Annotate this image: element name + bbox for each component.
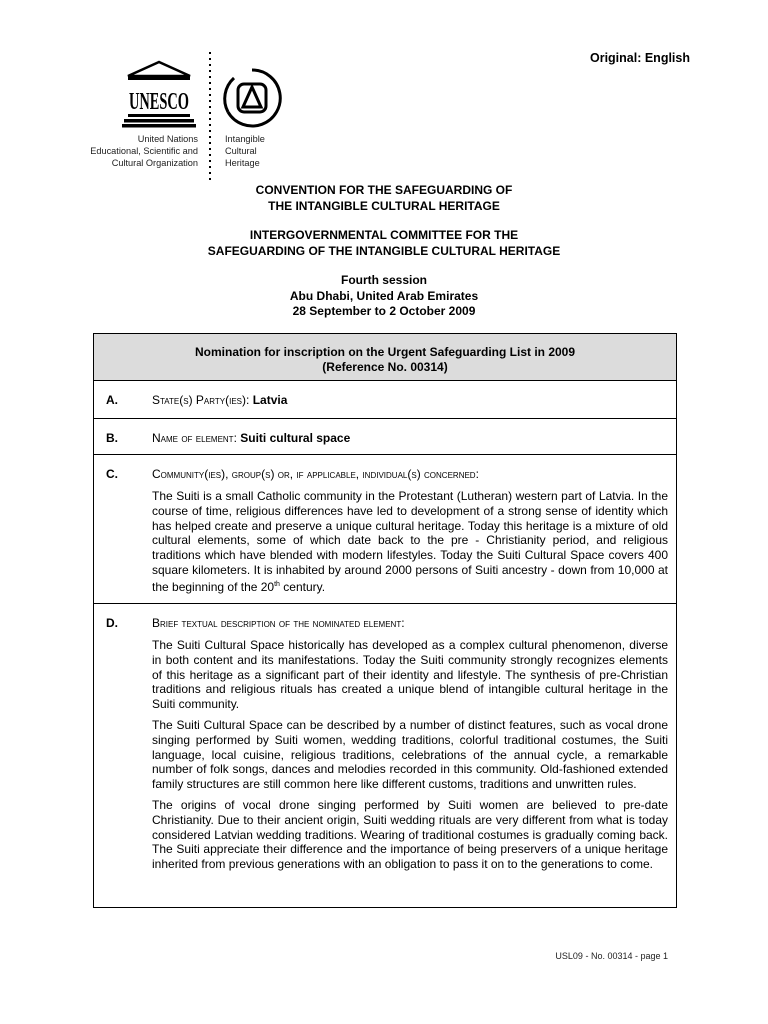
- committee-title: [0, 228, 768, 259]
- unesco-temple-logo: [122, 60, 196, 128]
- description-paragraph: The Suiti Cultural Space can be described by a number of distinct features, such as vocal drone singing performed by Suiti women, wedding traditions, colorful traditional costumes, the Suiti language, local cuisine, religious traditions, celebrations of the annual cycle, a remarkable number of folk songs, dances and melodies recorded in this community. Old-fashioned extended family structures are still common here like different customs, traditions and unwritten rules.: [152, 717, 668, 792]
- committee-title-line: INTERGOVERNMENTAL COMMITTEE FOR THE: [249, 228, 519, 242]
- convention-title: [0, 183, 768, 214]
- page-footer: USL09 - No. 00314 - page 1: [555, 951, 668, 961]
- nomination-reference: (Reference No. 00314): [322, 360, 448, 374]
- ich-caption-line: Intangible: [225, 134, 265, 144]
- unesco-caption-line: United Nations: [137, 134, 198, 144]
- ich-caption: [225, 133, 265, 169]
- intangible-heritage-logo: [220, 66, 284, 130]
- unesco-caption: [84, 133, 198, 169]
- dotted-divider: [207, 52, 213, 180]
- convention-title-line: CONVENTION FOR THE SAFEGUARDING OF: [255, 183, 513, 197]
- superscript-th: th: [274, 580, 280, 588]
- ich-caption-line: Heritage: [225, 158, 260, 168]
- logo-area: [84, 52, 304, 180]
- section-c-body: [152, 489, 668, 601]
- committee-title-line: SAFEGUARDING OF THE INTANGIBLE CULTURAL HERITAGE: [207, 243, 561, 258]
- unesco-caption-line: Cultural Organization: [111, 158, 198, 168]
- ich-caption-line: Cultural: [225, 146, 257, 156]
- section-d-body: [152, 638, 668, 878]
- original-language-label: Original: English: [589, 51, 690, 65]
- unesco-wordmark: UNESCO: [129, 89, 189, 115]
- session-dates: 28 September to 2 October 2009: [292, 304, 476, 318]
- element-name-value: Suiti cultural space: [240, 431, 351, 445]
- state-party-value: Latvia: [252, 393, 288, 407]
- section-letter: D.: [106, 616, 118, 630]
- description-paragraph: The origins of vocal drone singing performed by Suiti women are believed to pre-date Christianity. Due to their ancient origin, Suiti wedding rituals are very different from what is today considered Latvian wedding traditions. Wearing of traditional costumes is gradually coming back. The Suiti appreciate their difference and the importance of being preservers of a unique heritage inherited from previous generations with an obligation to pass it on to the generations to come.: [152, 797, 668, 872]
- section-d-label: Brief textual description of the nominated element:: [152, 616, 405, 630]
- section-a-row: [94, 381, 676, 419]
- description-paragraph: The Suiti Cultural Space historically has developed as a complex cultural phenomenon, diverse in both content and its manifestations. Today the Suiti community strongly recognizes elements of this heritage as a significant part of their identity and lifestyle. The synthesis of pre-Christian traditions and religious rituals has created a unique blend of intangible cultural heritage in the Suiti community.: [152, 638, 668, 712]
- section-label-text: State(s) Party(ies):: [152, 393, 253, 407]
- paragraph-end: century.: [279, 579, 326, 594]
- nomination-table: [93, 333, 677, 908]
- section-letter: A.: [106, 393, 118, 407]
- section-label-text: Name of element:: [152, 431, 241, 445]
- section-c-label: Community(ies), group(s) or, if applicable, individual(s) concerned:: [152, 467, 479, 481]
- community-paragraph: [152, 489, 668, 595]
- section-letter: C.: [106, 467, 118, 481]
- section-a-label: [152, 393, 287, 407]
- nomination-table-header: [94, 334, 676, 381]
- section-b-row: [94, 419, 676, 455]
- section-b-label: [152, 431, 350, 445]
- session-info: [0, 273, 768, 320]
- section-letter: B.: [106, 431, 118, 445]
- nomination-title: Nomination for inscription on the Urgent Safeguarding List in 2009: [194, 345, 576, 359]
- section-c-row: [94, 455, 676, 604]
- session-label: Fourth session: [340, 273, 427, 287]
- convention-title-line: THE INTANGIBLE CULTURAL HERITAGE: [268, 198, 500, 213]
- unesco-caption-line: Educational, Scientific and: [90, 146, 198, 156]
- section-d-row: [94, 604, 676, 907]
- paragraph-text: The Suiti is a small Catholic community in the Protestant (Lutheran) western part of Latvia. In the course of time, religious differences have led to development of a strong sense of identity which has helped create and preserve a unique cultural heritage. Today this heritage is a mixture of old cultural elements, some of which date back to the pre - Christianity period, and religious traditions which have blended with modern lifestyles. Today the Suiti Cultural Space covers 400 square kilometers. It is inhabited by around 2000 persons of Suiti ancestry - down from 10,000 at the beginning of the 20: [152, 489, 668, 594]
- session-location: Abu Dhabi, United Arab Emirates: [289, 288, 479, 303]
